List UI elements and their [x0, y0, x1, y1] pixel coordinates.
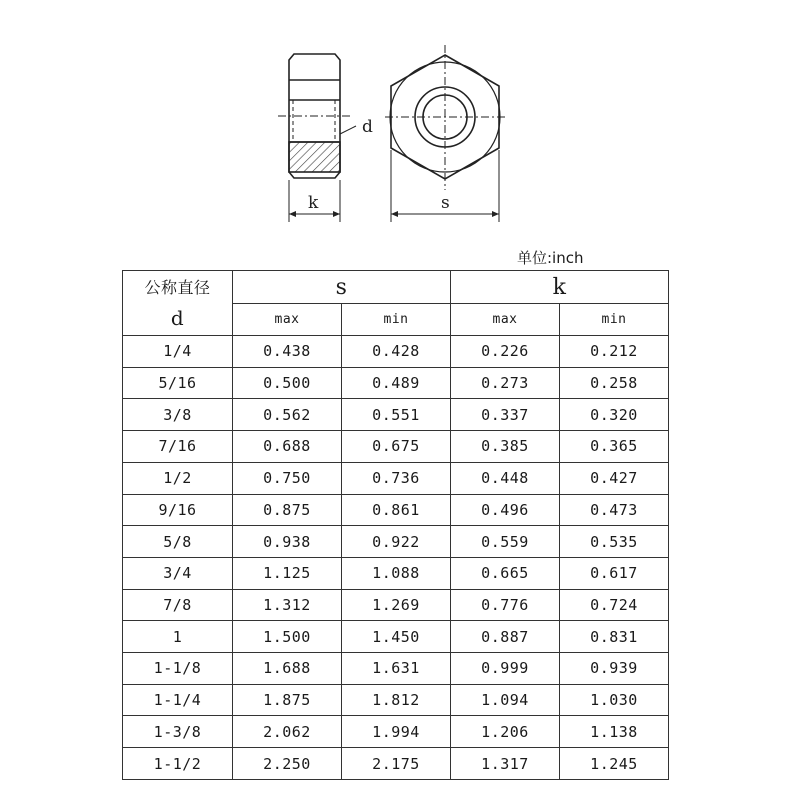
cell-k-max: 1.206: [451, 716, 560, 748]
cell-k-max: 0.337: [451, 399, 560, 431]
cell-s-max: 1.125: [233, 557, 342, 589]
dimension-table: [122, 270, 669, 780]
cell-s-max: 1.688: [233, 653, 342, 685]
cell-s-min: 0.489: [342, 367, 451, 399]
label-k: k: [308, 193, 319, 213]
table-row: [123, 336, 669, 368]
cell-k-max: 0.385: [451, 431, 560, 463]
cell-s-min: 0.551: [342, 399, 451, 431]
cell-k-min: 0.365: [560, 431, 669, 463]
table-row: [123, 716, 669, 748]
cell-d: 3/8: [123, 399, 233, 431]
cell-k-max: 1.317: [451, 748, 560, 780]
header-s-max: max: [233, 304, 342, 336]
table-row: [123, 431, 669, 463]
unit-label: 单位:inch: [517, 249, 584, 267]
header-nominal-cn: 公称直径: [144, 278, 211, 297]
cell-s-min: 1.994: [342, 716, 451, 748]
cell-s-min: 1.450: [342, 621, 451, 653]
cell-s-min: 0.861: [342, 494, 451, 526]
cell-k-max: 0.559: [451, 526, 560, 558]
cell-s-max: 2.250: [233, 748, 342, 780]
cell-k-max: 0.226: [451, 336, 560, 368]
cell-k-max: 0.665: [451, 557, 560, 589]
cell-s-max: 2.062: [233, 716, 342, 748]
cell-k-min: 0.212: [560, 336, 669, 368]
cell-s-min: 1.269: [342, 589, 451, 621]
cell-d: 1: [123, 621, 233, 653]
table-row: [123, 557, 669, 589]
cell-k-min: 1.030: [560, 684, 669, 716]
cell-d: 7/16: [123, 431, 233, 463]
cell-s-min: 1.631: [342, 653, 451, 685]
hex-nut-drawing: [0, 0, 800, 240]
cell-k-max: 0.887: [451, 621, 560, 653]
header-nominal-sym: d: [170, 306, 185, 330]
cell-s-min: 0.736: [342, 462, 451, 494]
cell-k-min: 0.617: [560, 557, 669, 589]
cell-s-max: 0.938: [233, 526, 342, 558]
cell-s-max: 0.500: [233, 367, 342, 399]
table-row: [123, 367, 669, 399]
cell-d: 5/8: [123, 526, 233, 558]
cell-k-min: 0.258: [560, 367, 669, 399]
cell-k-min: 0.939: [560, 653, 669, 685]
cell-d: 7/8: [123, 589, 233, 621]
label-d: d: [362, 117, 373, 137]
cell-s-max: 0.875: [233, 494, 342, 526]
table-row: [123, 526, 669, 558]
cell-d: 1-1/8: [123, 653, 233, 685]
label-s: s: [441, 193, 450, 213]
cell-s-min: 0.675: [342, 431, 451, 463]
cell-s-max: 0.438: [233, 336, 342, 368]
cell-k-max: 0.496: [451, 494, 560, 526]
cell-d: 9/16: [123, 494, 233, 526]
cell-k-max: 1.094: [451, 684, 560, 716]
table-row: [123, 653, 669, 685]
cell-d: 3/4: [123, 557, 233, 589]
cell-d: 1/4: [123, 336, 233, 368]
header-row-groups: [123, 271, 669, 304]
cell-s-max: 1.312: [233, 589, 342, 621]
cell-k-min: 0.535: [560, 526, 669, 558]
cell-k-max: 0.999: [451, 653, 560, 685]
cell-d: 5/16: [123, 367, 233, 399]
table-row: [123, 684, 669, 716]
cell-s-min: 1.812: [342, 684, 451, 716]
table-row: [123, 494, 669, 526]
header-k-max: max: [451, 304, 560, 336]
header-s-min: min: [342, 304, 451, 336]
cell-s-max: 0.688: [233, 431, 342, 463]
cell-k-min: 0.320: [560, 399, 669, 431]
table-row: [123, 462, 669, 494]
cell-k-min: 0.427: [560, 462, 669, 494]
cell-k-min: 1.138: [560, 716, 669, 748]
cell-k-max: 0.776: [451, 589, 560, 621]
cell-s-min: 1.088: [342, 557, 451, 589]
cell-d: 1-3/8: [123, 716, 233, 748]
cell-k-min: 0.724: [560, 589, 669, 621]
cell-k-min: 0.831: [560, 621, 669, 653]
cell-k-max: 0.448: [451, 462, 560, 494]
cell-d: 1-1/2: [123, 748, 233, 780]
cell-k-min: 0.473: [560, 494, 669, 526]
cell-s-max: 0.750: [233, 462, 342, 494]
table-row: [123, 589, 669, 621]
cell-d: 1-1/4: [123, 684, 233, 716]
table-row: [123, 621, 669, 653]
header-group-k: k: [451, 271, 669, 304]
cell-s-max: 1.500: [233, 621, 342, 653]
table-row: [123, 399, 669, 431]
cell-s-min: 0.428: [342, 336, 451, 368]
cell-k-max: 0.273: [451, 367, 560, 399]
cell-s-min: 2.175: [342, 748, 451, 780]
cell-d: 1/2: [123, 462, 233, 494]
table-row: [123, 748, 669, 780]
cell-s-max: 0.562: [233, 399, 342, 431]
header-group-s: s: [233, 271, 451, 304]
header-nominal-diameter: [123, 271, 233, 336]
cell-s-max: 1.875: [233, 684, 342, 716]
header-k-min: min: [560, 304, 669, 336]
cell-s-min: 0.922: [342, 526, 451, 558]
cell-k-min: 1.245: [560, 748, 669, 780]
